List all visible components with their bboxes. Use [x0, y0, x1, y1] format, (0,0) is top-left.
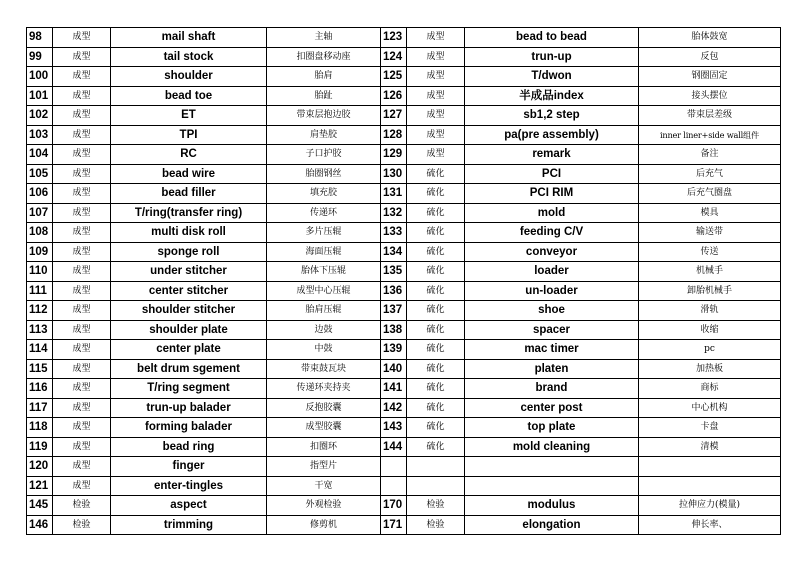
term-number-right: 126: [381, 86, 407, 106]
term-english-left: finger: [111, 457, 267, 477]
term-english-left: under stitcher: [111, 262, 267, 282]
term-english-left: TPI: [111, 125, 267, 145]
term-chinese-right: 卸胎机械手: [639, 281, 781, 301]
term-category-left: 成型: [53, 379, 111, 399]
term-category-right: 硫化: [407, 223, 465, 243]
term-english-right: brand: [465, 379, 639, 399]
term-category-left: 检验: [53, 515, 111, 535]
term-category-left: 成型: [53, 359, 111, 379]
term-chinese-left: 传递环: [267, 203, 381, 223]
table-row: [27, 125, 781, 145]
term-category-left: 成型: [53, 340, 111, 360]
term-number-right: 143: [381, 418, 407, 438]
term-category-right: 硫化: [407, 379, 465, 399]
term-english-left: forming balader: [111, 418, 267, 438]
table-row: [27, 67, 781, 87]
term-chinese-right: 带束层差级: [639, 106, 781, 126]
term-english-left: enter-tingles: [111, 476, 267, 496]
term-chinese-right: 拉伸应力(模量): [639, 496, 781, 516]
term-number-right: 136: [381, 281, 407, 301]
term-chinese-right: 后充气圈盘: [639, 184, 781, 204]
term-number-right: 133: [381, 223, 407, 243]
term-chinese-left: 修剪机: [267, 515, 381, 535]
term-chinese-left: 传递环夹持夹: [267, 379, 381, 399]
table-row: [27, 164, 781, 184]
term-chinese-right: 胎体鼓宽: [639, 28, 781, 48]
term-category-right: 硫化: [407, 340, 465, 360]
term-english-left: multi disk roll: [111, 223, 267, 243]
term-english-left: shoulder plate: [111, 320, 267, 340]
term-english-right: spacer: [465, 320, 639, 340]
term-english-left: aspect: [111, 496, 267, 516]
term-chinese-left: 带束鼓瓦块: [267, 359, 381, 379]
term-chinese-right: 备注: [639, 145, 781, 165]
term-english-right: mold cleaning: [465, 437, 639, 457]
term-english-right: loader: [465, 262, 639, 282]
term-number-right: 139: [381, 340, 407, 360]
term-english-left: shoulder: [111, 67, 267, 87]
term-chinese-right: 滑轨: [639, 301, 781, 321]
term-chinese-left: 胎肩压辊: [267, 301, 381, 321]
term-number-right: 142: [381, 398, 407, 418]
term-category-left: 成型: [53, 418, 111, 438]
term-category-right: [407, 476, 465, 496]
term-number-left: 103: [27, 125, 53, 145]
table-row: [27, 47, 781, 67]
term-english-right: PCI: [465, 164, 639, 184]
term-number-right: 144: [381, 437, 407, 457]
table-row: [27, 262, 781, 282]
term-number-left: 108: [27, 223, 53, 243]
term-category-right: 硫化: [407, 164, 465, 184]
term-number-right: 124: [381, 47, 407, 67]
term-english-left: center plate: [111, 340, 267, 360]
term-category-left: 成型: [53, 262, 111, 282]
term-number-left: 111: [27, 281, 53, 301]
term-number-left: 110: [27, 262, 53, 282]
term-category-left: 成型: [53, 125, 111, 145]
term-chinese-left: 带束层抱边胶: [267, 106, 381, 126]
term-chinese-left: 海面压辊: [267, 242, 381, 262]
term-number-right: 141: [381, 379, 407, 399]
table-row: [27, 496, 781, 516]
term-number-left: 117: [27, 398, 53, 418]
term-category-right: 成型: [407, 28, 465, 48]
table-row: [27, 184, 781, 204]
term-english-right: shoe: [465, 301, 639, 321]
glossary-rows: [27, 28, 781, 535]
term-chinese-right: 卡盘: [639, 418, 781, 438]
term-english-left: T/ring(transfer ring): [111, 203, 267, 223]
term-chinese-right: 反包: [639, 47, 781, 67]
term-chinese-right: inner liner+side wall组件: [639, 125, 781, 145]
term-number-right: 138: [381, 320, 407, 340]
table-row: [27, 106, 781, 126]
term-english-left: RC: [111, 145, 267, 165]
term-number-right: 140: [381, 359, 407, 379]
term-number-left: 98: [27, 28, 53, 48]
term-english-right: [465, 457, 639, 477]
table-row: [27, 320, 781, 340]
term-number-right: 132: [381, 203, 407, 223]
term-english-left: bead ring: [111, 437, 267, 457]
term-chinese-left: 成型中心压辊: [267, 281, 381, 301]
table-row: [27, 145, 781, 165]
term-english-right: modulus: [465, 496, 639, 516]
term-chinese-right: [639, 457, 781, 477]
term-chinese-left: 干宽: [267, 476, 381, 496]
term-category-left: 成型: [53, 301, 111, 321]
term-category-left: 成型: [53, 47, 111, 67]
term-number-left: 145: [27, 496, 53, 516]
term-category-left: 成型: [53, 203, 111, 223]
term-english-right: mold: [465, 203, 639, 223]
term-category-right: 成型: [407, 125, 465, 145]
term-english-right: remark: [465, 145, 639, 165]
term-number-right: 123: [381, 28, 407, 48]
table-row: [27, 223, 781, 243]
term-category-left: 成型: [53, 242, 111, 262]
term-chinese-right: 中心机构: [639, 398, 781, 418]
term-english-right: center post: [465, 398, 639, 418]
term-english-right: 半成品index: [465, 86, 639, 106]
table-row: [27, 398, 781, 418]
term-number-right: 128: [381, 125, 407, 145]
term-chinese-left: 中鼓: [267, 340, 381, 360]
table-row: [27, 242, 781, 262]
term-number-left: 105: [27, 164, 53, 184]
term-english-right: T/dwon: [465, 67, 639, 87]
term-chinese-left: 胎肩: [267, 67, 381, 87]
table-row: [27, 437, 781, 457]
term-number-right: 137: [381, 301, 407, 321]
term-english-left: bead wire: [111, 164, 267, 184]
term-category-left: 检验: [53, 496, 111, 516]
term-category-right: 硫化: [407, 320, 465, 340]
term-number-right: 170: [381, 496, 407, 516]
term-category-left: 成型: [53, 86, 111, 106]
term-english-left: ET: [111, 106, 267, 126]
term-category-left: 成型: [53, 437, 111, 457]
term-chinese-left: 扣圈盘移动座: [267, 47, 381, 67]
term-number-right: 125: [381, 67, 407, 87]
term-english-left: belt drum sgement: [111, 359, 267, 379]
term-chinese-left: 多片压辊: [267, 223, 381, 243]
term-category-right: 硫化: [407, 184, 465, 204]
term-english-left: T/ring segment: [111, 379, 267, 399]
table-row: [27, 86, 781, 106]
term-chinese-left: 外观检验: [267, 496, 381, 516]
term-chinese-left: 主轴: [267, 28, 381, 48]
table-row: [27, 515, 781, 535]
term-category-right: 成型: [407, 47, 465, 67]
table-row: [27, 203, 781, 223]
term-category-right: 硫化: [407, 359, 465, 379]
term-category-left: 成型: [53, 398, 111, 418]
table-row: [27, 418, 781, 438]
term-chinese-left: 扣圈环: [267, 437, 381, 457]
term-english-right: elongation: [465, 515, 639, 535]
term-chinese-right: 收缩: [639, 320, 781, 340]
table-row: [27, 379, 781, 399]
term-english-right: un-loader: [465, 281, 639, 301]
term-number-right: 127: [381, 106, 407, 126]
term-category-left: 成型: [53, 145, 111, 165]
term-category-left: 成型: [53, 106, 111, 126]
table-row: [27, 476, 781, 496]
term-chinese-left: 填充胶: [267, 184, 381, 204]
term-chinese-right: 伸长率、: [639, 515, 781, 535]
term-chinese-right: 输送带: [639, 223, 781, 243]
term-chinese-right: 后充气: [639, 164, 781, 184]
term-number-left: 119: [27, 437, 53, 457]
term-english-right: feeding C/V: [465, 223, 639, 243]
term-chinese-left: 反抱胶囊: [267, 398, 381, 418]
term-category-right: 硫化: [407, 242, 465, 262]
term-category-right: 硫化: [407, 281, 465, 301]
term-category-right: 检验: [407, 496, 465, 516]
term-number-left: 104: [27, 145, 53, 165]
glossary-table: [26, 27, 781, 535]
term-chinese-left: 胎圈钢丝: [267, 164, 381, 184]
term-number-left: 106: [27, 184, 53, 204]
term-chinese-left: 成型胶囊: [267, 418, 381, 438]
term-number-right: 131: [381, 184, 407, 204]
table-row: [27, 457, 781, 477]
table-row: [27, 281, 781, 301]
term-english-left: bead toe: [111, 86, 267, 106]
term-english-left: tail stock: [111, 47, 267, 67]
term-number-right: 129: [381, 145, 407, 165]
term-category-right: 硫化: [407, 437, 465, 457]
table-row: [27, 340, 781, 360]
term-category-left: 成型: [53, 320, 111, 340]
term-category-left: 成型: [53, 281, 111, 301]
term-category-left: 成型: [53, 184, 111, 204]
term-english-right: pa(pre assembly): [465, 125, 639, 145]
term-number-left: 120: [27, 457, 53, 477]
term-number-right: [381, 476, 407, 496]
term-category-right: 成型: [407, 106, 465, 126]
term-english-left: center stitcher: [111, 281, 267, 301]
term-english-right: conveyor: [465, 242, 639, 262]
term-english-right: trun-up: [465, 47, 639, 67]
term-english-left: trun-up balader: [111, 398, 267, 418]
term-english-right: top plate: [465, 418, 639, 438]
term-chinese-right: 模具: [639, 203, 781, 223]
term-number-left: 112: [27, 301, 53, 321]
term-number-right: 171: [381, 515, 407, 535]
term-number-right: 135: [381, 262, 407, 282]
term-chinese-right: 钢圈固定: [639, 67, 781, 87]
term-english-right: PCI RIM: [465, 184, 639, 204]
term-number-left: 116: [27, 379, 53, 399]
term-chinese-right: [639, 476, 781, 496]
term-english-left: trimming: [111, 515, 267, 535]
term-number-right: 134: [381, 242, 407, 262]
term-chinese-left: 肩垫胶: [267, 125, 381, 145]
term-chinese-left: 胎体下压辊: [267, 262, 381, 282]
term-number-left: 109: [27, 242, 53, 262]
term-chinese-right: 商标: [639, 379, 781, 399]
term-category-right: 硫化: [407, 262, 465, 282]
term-category-right: 成型: [407, 145, 465, 165]
term-number-left: 113: [27, 320, 53, 340]
term-chinese-left: 边鼓: [267, 320, 381, 340]
term-number-left: 146: [27, 515, 53, 535]
term-category-right: 硫化: [407, 418, 465, 438]
term-chinese-left: 指型片: [267, 457, 381, 477]
term-chinese-right: 接头摆位: [639, 86, 781, 106]
term-category-left: 成型: [53, 67, 111, 87]
term-category-right: 成型: [407, 67, 465, 87]
term-chinese-right: 传送: [639, 242, 781, 262]
term-number-left: 101: [27, 86, 53, 106]
term-english-left: mail shaft: [111, 28, 267, 48]
term-chinese-left: 胎趾: [267, 86, 381, 106]
term-number-left: 118: [27, 418, 53, 438]
term-category-right: 检验: [407, 515, 465, 535]
term-chinese-right: pc: [639, 340, 781, 360]
term-number-right: 130: [381, 164, 407, 184]
term-number-left: 100: [27, 67, 53, 87]
term-number-left: 121: [27, 476, 53, 496]
term-number-left: 114: [27, 340, 53, 360]
term-number-left: 115: [27, 359, 53, 379]
term-english-right: bead to bead: [465, 28, 639, 48]
table-row: [27, 28, 781, 48]
term-english-right: platen: [465, 359, 639, 379]
term-category-right: 成型: [407, 86, 465, 106]
term-chinese-left: 子口护胶: [267, 145, 381, 165]
term-category-right: 硫化: [407, 203, 465, 223]
term-number-left: 107: [27, 203, 53, 223]
term-number-right: [381, 457, 407, 477]
term-number-left: 102: [27, 106, 53, 126]
term-english-right: sb1,2 step: [465, 106, 639, 126]
term-chinese-right: 机械手: [639, 262, 781, 282]
term-category-left: 成型: [53, 28, 111, 48]
term-category-left: 成型: [53, 164, 111, 184]
term-category-left: 成型: [53, 223, 111, 243]
term-english-left: bead filler: [111, 184, 267, 204]
term-english-left: shoulder stitcher: [111, 301, 267, 321]
table-row: [27, 301, 781, 321]
term-category-right: 硫化: [407, 398, 465, 418]
term-category-right: 硫化: [407, 301, 465, 321]
term-english-right: mac timer: [465, 340, 639, 360]
table-row: [27, 359, 781, 379]
term-chinese-right: 清模: [639, 437, 781, 457]
term-category-left: 成型: [53, 457, 111, 477]
term-number-left: 99: [27, 47, 53, 67]
term-english-left: sponge roll: [111, 242, 267, 262]
term-category-right: [407, 457, 465, 477]
term-category-left: 成型: [53, 476, 111, 496]
term-english-right: [465, 476, 639, 496]
term-chinese-right: 加热板: [639, 359, 781, 379]
